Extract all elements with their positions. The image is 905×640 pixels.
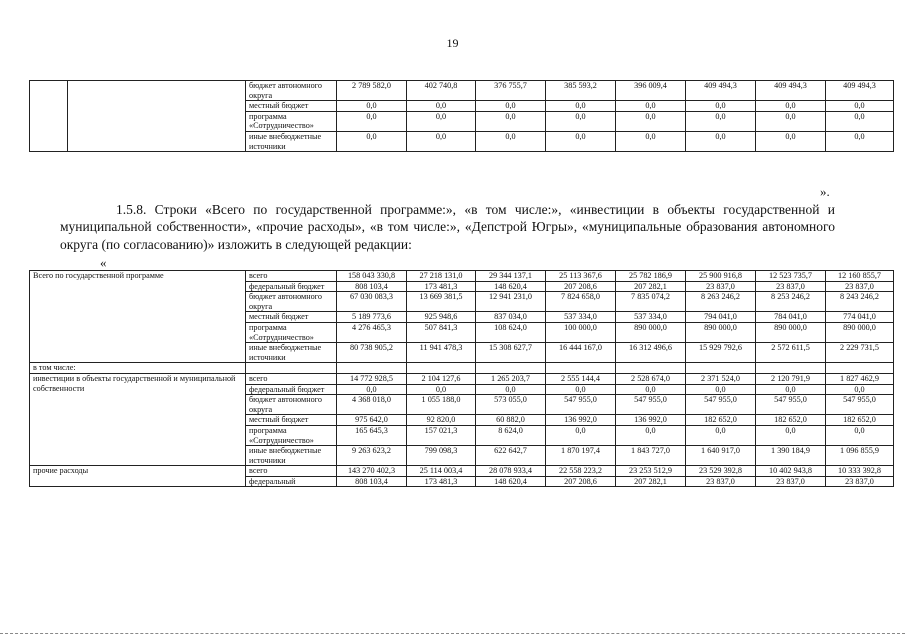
value-cell: 23 253 512,9 bbox=[616, 466, 686, 477]
value-cell: 0,0 bbox=[546, 111, 616, 131]
value-cell: 173 481,3 bbox=[407, 281, 476, 292]
value-cell: 837 034,0 bbox=[476, 312, 546, 323]
empty-cell bbox=[337, 363, 407, 374]
value-cell: 10 333 392,8 bbox=[826, 466, 894, 477]
value-cell: 507 841,3 bbox=[407, 322, 476, 342]
value-cell: 136 992,0 bbox=[616, 415, 686, 426]
empty-cell bbox=[68, 81, 246, 152]
value-cell: 890 000,0 bbox=[826, 322, 894, 342]
value-cell: 158 043 330,8 bbox=[337, 271, 407, 282]
funding-source-cell: программа «Сотрудничество» bbox=[246, 425, 337, 445]
value-cell: 409 494,3 bbox=[826, 81, 894, 101]
value-cell: 2 789 582,0 bbox=[337, 81, 407, 101]
value-cell: 11 941 478,3 bbox=[407, 343, 476, 363]
value-cell: 890 000,0 bbox=[756, 322, 826, 342]
group-label-cell: инвестиции в объекты государственной и муниципальной собственности bbox=[30, 373, 246, 465]
value-cell: 0,0 bbox=[407, 384, 476, 395]
value-cell: 25 114 003,4 bbox=[407, 466, 476, 477]
value-cell: 92 820,0 bbox=[407, 415, 476, 426]
top-budget-table bbox=[29, 80, 894, 152]
value-cell: 143 270 402,3 bbox=[337, 466, 407, 477]
value-cell: 207 282,1 bbox=[616, 281, 686, 292]
value-cell: 547 955,0 bbox=[616, 395, 686, 415]
value-cell: 794 041,0 bbox=[686, 312, 756, 323]
value-cell: 207 208,6 bbox=[546, 476, 616, 487]
value-cell: 799 098,3 bbox=[407, 446, 476, 466]
funding-source-cell: всего bbox=[246, 466, 337, 477]
value-cell: 975 642,0 bbox=[337, 415, 407, 426]
value-cell: 0,0 bbox=[686, 111, 756, 131]
value-cell: 2 371 524,0 bbox=[686, 373, 756, 384]
value-cell: 173 481,3 bbox=[407, 476, 476, 487]
value-cell: 23 837,0 bbox=[826, 281, 894, 292]
value-cell: 25 782 186,9 bbox=[616, 271, 686, 282]
value-cell: 157 021,3 bbox=[407, 425, 476, 445]
funding-source-cell: иные внебюджетные источники bbox=[246, 343, 337, 363]
value-cell: 165 645,3 bbox=[337, 425, 407, 445]
value-cell: 808 103,4 bbox=[337, 476, 407, 487]
value-cell: 890 000,0 bbox=[686, 322, 756, 342]
value-cell: 1 055 188,0 bbox=[407, 395, 476, 415]
funding-source-cell: иные внебюджетные источники bbox=[246, 131, 337, 151]
value-cell: 182 652,0 bbox=[826, 415, 894, 426]
value-cell: 0,0 bbox=[756, 111, 826, 131]
value-cell: 0,0 bbox=[756, 425, 826, 445]
value-cell: 0,0 bbox=[826, 111, 894, 131]
funding-source-cell: всего bbox=[246, 373, 337, 384]
empty-cell bbox=[30, 81, 68, 152]
value-cell: 8 253 246,2 bbox=[756, 292, 826, 312]
value-cell: 1 640 917,0 bbox=[686, 446, 756, 466]
page-bottom-rule bbox=[0, 633, 905, 634]
value-cell: 0,0 bbox=[616, 131, 686, 151]
value-cell: 1 265 203,7 bbox=[476, 373, 546, 384]
funding-source-cell: местный бюджет bbox=[246, 312, 337, 323]
value-cell: 8 243 246,2 bbox=[826, 292, 894, 312]
value-cell: 385 593,2 bbox=[546, 81, 616, 101]
value-cell: 0,0 bbox=[686, 101, 756, 112]
value-cell: 60 882,0 bbox=[476, 415, 546, 426]
funding-source-cell: местный бюджет bbox=[246, 101, 337, 112]
table-row bbox=[30, 466, 894, 477]
value-cell: 537 334,0 bbox=[546, 312, 616, 323]
value-cell: 148 620,4 bbox=[476, 281, 546, 292]
value-cell: 0,0 bbox=[826, 425, 894, 445]
value-cell: 547 955,0 bbox=[686, 395, 756, 415]
empty-cell bbox=[826, 363, 894, 374]
value-cell: 0,0 bbox=[546, 131, 616, 151]
page-number: 19 bbox=[446, 36, 459, 50]
value-cell: 80 738 905,2 bbox=[337, 343, 407, 363]
value-cell: 29 344 137,1 bbox=[476, 271, 546, 282]
value-cell: 23 837,0 bbox=[686, 281, 756, 292]
value-cell: 547 955,0 bbox=[546, 395, 616, 415]
value-cell: 16 312 496,6 bbox=[616, 343, 686, 363]
value-cell: 23 837,0 bbox=[686, 476, 756, 487]
value-cell: 10 402 943,8 bbox=[756, 466, 826, 477]
table-row bbox=[30, 363, 894, 374]
value-cell: 8 263 246,2 bbox=[686, 292, 756, 312]
value-cell: 4 368 018,0 bbox=[337, 395, 407, 415]
empty-cell bbox=[476, 363, 546, 374]
value-cell: 396 009,4 bbox=[616, 81, 686, 101]
value-cell: 774 041,0 bbox=[826, 312, 894, 323]
value-cell: 25 900 916,8 bbox=[686, 271, 756, 282]
value-cell: 0,0 bbox=[407, 101, 476, 112]
empty-cell bbox=[246, 363, 337, 374]
value-cell: 0,0 bbox=[756, 101, 826, 112]
value-cell: 27 218 131,0 bbox=[407, 271, 476, 282]
value-cell: 537 334,0 bbox=[616, 312, 686, 323]
value-cell: 2 120 791,9 bbox=[756, 373, 826, 384]
funding-source-cell: местный бюджет bbox=[246, 415, 337, 426]
value-cell: 23 837,0 bbox=[826, 476, 894, 487]
funding-source-cell: программа «Сотрудничество» bbox=[246, 111, 337, 131]
empty-cell bbox=[407, 363, 476, 374]
value-cell: 5 189 773,6 bbox=[337, 312, 407, 323]
value-cell: 0,0 bbox=[616, 111, 686, 131]
value-cell: 8 624,0 bbox=[476, 425, 546, 445]
value-cell: 0,0 bbox=[826, 131, 894, 151]
value-cell: 0,0 bbox=[337, 111, 407, 131]
value-cell: 0,0 bbox=[546, 101, 616, 112]
value-cell: 136 992,0 bbox=[546, 415, 616, 426]
value-cell: 0,0 bbox=[616, 101, 686, 112]
table-row bbox=[30, 271, 894, 282]
funding-source-cell: программа «Сотрудничество» bbox=[246, 322, 337, 342]
value-cell: 573 055,0 bbox=[476, 395, 546, 415]
value-cell: 0,0 bbox=[476, 384, 546, 395]
value-cell: 0,0 bbox=[337, 384, 407, 395]
value-cell: 0,0 bbox=[616, 425, 686, 445]
value-cell: 182 652,0 bbox=[756, 415, 826, 426]
value-cell: 1 096 855,9 bbox=[826, 446, 894, 466]
value-cell: 0,0 bbox=[686, 131, 756, 151]
funding-source-cell: иные внебюджетные источники bbox=[246, 446, 337, 466]
program-budget-table bbox=[29, 270, 894, 487]
value-cell: 0,0 bbox=[476, 101, 546, 112]
value-cell: 14 772 928,5 bbox=[337, 373, 407, 384]
value-cell: 0,0 bbox=[546, 384, 616, 395]
value-cell: 925 948,6 bbox=[407, 312, 476, 323]
value-cell: 2 229 731,5 bbox=[826, 343, 894, 363]
value-cell: 890 000,0 bbox=[616, 322, 686, 342]
funding-source-cell: федеральный бюджет bbox=[246, 384, 337, 395]
value-cell: 784 041,0 bbox=[756, 312, 826, 323]
value-cell: 622 642,7 bbox=[476, 446, 546, 466]
value-cell: 402 740,8 bbox=[407, 81, 476, 101]
value-cell: 547 955,0 bbox=[826, 395, 894, 415]
value-cell: 0,0 bbox=[407, 111, 476, 131]
value-cell: 100 000,0 bbox=[546, 322, 616, 342]
table-row bbox=[30, 81, 894, 101]
value-cell: 0,0 bbox=[756, 384, 826, 395]
value-cell: 1 870 197,4 bbox=[546, 446, 616, 466]
funding-source-cell: бюджет автономного округа bbox=[246, 81, 337, 101]
value-cell: 9 263 623,2 bbox=[337, 446, 407, 466]
empty-cell bbox=[546, 363, 616, 374]
value-cell: 148 620,4 bbox=[476, 476, 546, 487]
value-cell: 207 208,6 bbox=[546, 281, 616, 292]
value-cell: 0,0 bbox=[826, 101, 894, 112]
empty-cell bbox=[686, 363, 756, 374]
value-cell: 0,0 bbox=[337, 101, 407, 112]
in-that-number-cell: в том числе: bbox=[30, 363, 246, 374]
value-cell: 207 282,1 bbox=[616, 476, 686, 487]
value-cell: 0,0 bbox=[826, 384, 894, 395]
value-cell: 7 824 658,0 bbox=[546, 292, 616, 312]
value-cell: 16 444 167,0 bbox=[546, 343, 616, 363]
value-cell: 12 523 735,7 bbox=[756, 271, 826, 282]
amendment-text: 1.5.8. Строки «Всего по государственной программе:», «в том числе:», «инвестиции в объекты государственной и муниципальной собственности», «прочие расходы», «в том числе:», «Депстрой Югры», «муниципальные образования автономного округа (по согласованию)» изложить в следующей редакции: bbox=[60, 202, 835, 252]
value-cell: 0,0 bbox=[546, 425, 616, 445]
value-cell: 1 843 727,0 bbox=[616, 446, 686, 466]
value-cell: 547 955,0 bbox=[756, 395, 826, 415]
value-cell: 7 835 074,2 bbox=[616, 292, 686, 312]
funding-source-cell: федеральный бюджет bbox=[246, 281, 337, 292]
funding-source-cell: бюджет автономного округа bbox=[246, 292, 337, 312]
opening-quote: « bbox=[100, 255, 107, 270]
amendment-paragraph bbox=[60, 201, 835, 253]
value-cell: 0,0 bbox=[686, 384, 756, 395]
table-row bbox=[30, 373, 894, 384]
value-cell: 808 103,4 bbox=[337, 281, 407, 292]
value-cell: 2 555 144,4 bbox=[546, 373, 616, 384]
funding-source-cell: федеральный bbox=[246, 476, 337, 487]
value-cell: 0,0 bbox=[476, 111, 546, 131]
value-cell: 23 529 392,8 bbox=[686, 466, 756, 477]
value-cell: 0,0 bbox=[616, 384, 686, 395]
value-cell: 12 941 231,0 bbox=[476, 292, 546, 312]
value-cell: 25 113 367,6 bbox=[546, 271, 616, 282]
empty-cell bbox=[756, 363, 826, 374]
value-cell: 23 837,0 bbox=[756, 281, 826, 292]
group-label-cell: прочие расходы bbox=[30, 466, 246, 487]
value-cell: 0,0 bbox=[337, 131, 407, 151]
value-cell: 4 276 465,3 bbox=[337, 322, 407, 342]
value-cell: 0,0 bbox=[756, 131, 826, 151]
funding-source-cell: всего bbox=[246, 271, 337, 282]
value-cell: 15 308 627,7 bbox=[476, 343, 546, 363]
value-cell: 2 528 674,0 bbox=[616, 373, 686, 384]
value-cell: 0,0 bbox=[407, 131, 476, 151]
value-cell: 67 030 083,3 bbox=[337, 292, 407, 312]
value-cell: 409 494,3 bbox=[686, 81, 756, 101]
value-cell: 28 078 933,4 bbox=[476, 466, 546, 477]
value-cell: 1 827 462,9 bbox=[826, 373, 894, 384]
value-cell: 2 572 611,5 bbox=[756, 343, 826, 363]
value-cell: 23 837,0 bbox=[756, 476, 826, 487]
value-cell: 0,0 bbox=[686, 425, 756, 445]
empty-cell bbox=[616, 363, 686, 374]
value-cell: 0,0 bbox=[476, 131, 546, 151]
value-cell: 15 929 792,6 bbox=[686, 343, 756, 363]
value-cell: 12 160 855,7 bbox=[826, 271, 894, 282]
value-cell: 108 624,0 bbox=[476, 322, 546, 342]
value-cell: 376 755,7 bbox=[476, 81, 546, 101]
funding-source-cell: бюджет автономного округа bbox=[246, 395, 337, 415]
group-label-cell: Всего по государственной программе bbox=[30, 271, 246, 363]
value-cell: 409 494,3 bbox=[756, 81, 826, 101]
value-cell: 13 669 381,5 bbox=[407, 292, 476, 312]
value-cell: 22 558 223,2 bbox=[546, 466, 616, 477]
value-cell: 182 652,0 bbox=[686, 415, 756, 426]
value-cell: 1 390 184,9 bbox=[756, 446, 826, 466]
value-cell: 2 104 127,6 bbox=[407, 373, 476, 384]
closing-quote: ». bbox=[820, 184, 830, 199]
